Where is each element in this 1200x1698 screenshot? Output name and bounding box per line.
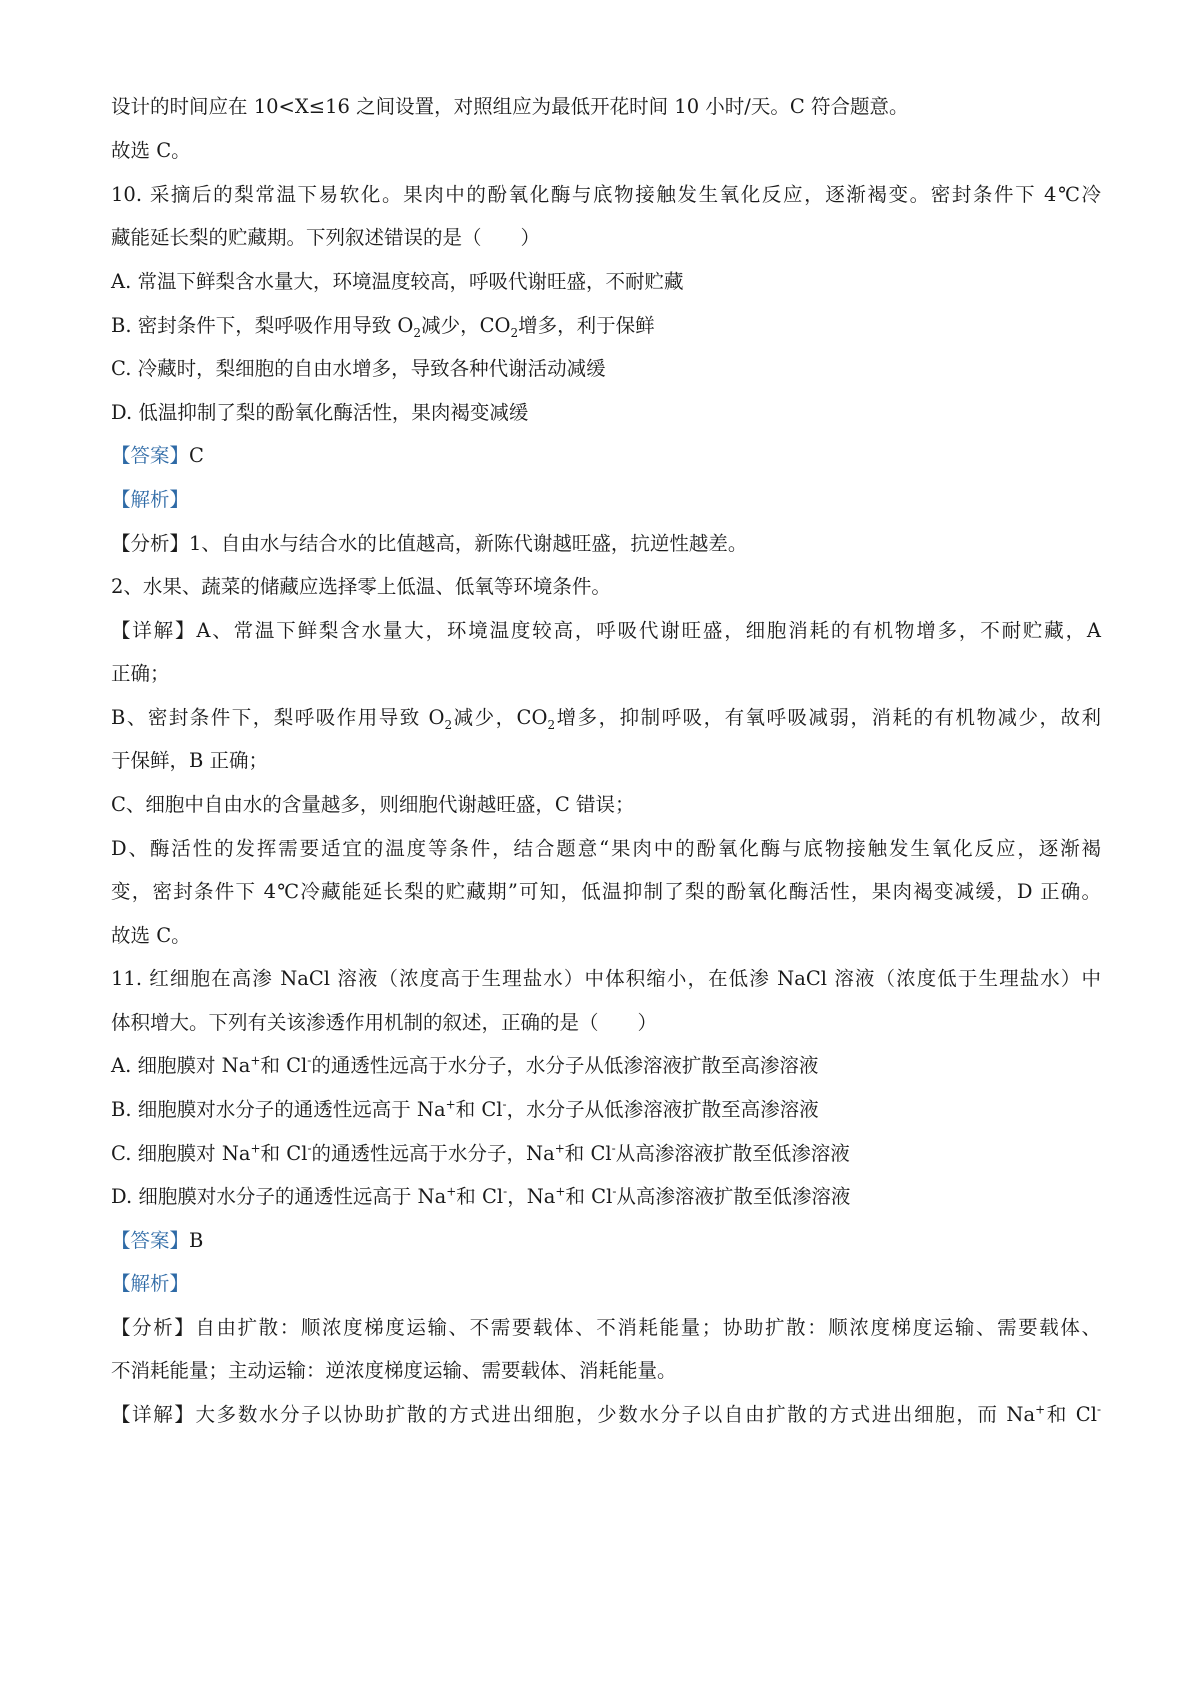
text-line: 故选 C。	[111, 139, 191, 162]
analysis-line: 【分析】1、自由水与结合水的比值越高，新陈代谢越旺盛，抗逆性越差。	[111, 532, 748, 555]
analysis-line: 不消耗能量；主动运输：逆浓度梯度运输、需要载体、消耗能量。	[111, 1359, 677, 1382]
option-d: D. 低温抑制了梨的酚氧化酶活性，果肉褐变减缓	[111, 401, 529, 424]
analysis-heading: 【解析】	[111, 488, 190, 511]
detail-line: 变，密封条件下 4℃冷藏能延长梨的贮藏期”可知，低温抑制了梨的酚氧化酶活性，果肉褐变减缓，D 正确。	[111, 880, 1101, 903]
detail-line: 【详解】大多数水分子以协助扩散的方式进出细胞，少数水分子以自由扩散的方式进出细胞，而 Na+和 Cl-	[111, 1402, 1102, 1426]
text-line: 故选 C。	[111, 924, 191, 947]
question-10-stem-cont: 藏能延长梨的贮藏期。下列叙述错误的是（ ）	[111, 226, 541, 249]
option-c: C. 细胞膜对 Na+和 Cl-的通透性远高于水分子，Na+和 Cl-从高渗溶液扩散至低渗溶液	[111, 1141, 850, 1165]
question-10-stem: 10. 采摘后的梨常温下易软化。果肉中的酚氧化酶与底物接触发生氧化反应，逐渐褐变。密封条件下 4℃冷	[111, 183, 1101, 206]
detail-line: B、密封条件下，梨呼吸作用导致 $O_2$减少，$CO_2$增多，抑制呼吸，有氧呼吸减弱，消耗的有机物减少，故利	[111, 706, 1101, 732]
option-a: A. 常温下鲜梨含水量大，环境温度较高，呼吸代谢旺盛，不耐贮藏	[111, 270, 684, 293]
answer-line: 【答案】C	[111, 444, 204, 467]
detail-line: 于保鲜，B 正确；	[111, 749, 269, 772]
analysis-heading: 【解析】	[111, 1272, 190, 1295]
option-c: C. 冷藏时，梨细胞的自由水增多，导致各种代谢活动减缓	[111, 357, 606, 380]
option-b: B. 密封条件下，梨呼吸作用导致 $O_2$减少，$CO_2$增多，利于保鲜	[111, 314, 655, 340]
detail-line: C、细胞中自由水的含量越多，则细胞代谢越旺盛，C 错误；	[111, 793, 635, 816]
question-11-stem-cont: 体积增大。下列有关该渗透作用机制的叙述，正确的是（ ）	[111, 1011, 658, 1034]
detail-line: 【详解】A、常温下鲜梨含水量大，环境温度较高，呼吸代谢旺盛，细胞消耗的有机物增多，不耐贮藏，A	[111, 619, 1101, 642]
analysis-line: 2、水果、蔬菜的储藏应选择零上低温、低氧等环境条件。	[111, 575, 611, 598]
question-11-stem: 11. 红细胞在高渗 NaCl 溶液（浓度高于生理盐水）中体积缩小，在低渗 NaCl 溶液（浓度低于生理盐水）中	[111, 967, 1101, 990]
text-line: 设计的时间应在 10<X≤16 之间设置，对照组应为最低开花时间 10 小时/天。C 符合题意。	[111, 95, 909, 118]
answer-line: 【答案】B	[111, 1229, 204, 1252]
option-a: A. 细胞膜对 Na+和 Cl-的通透性远高于水分子，水分子从低渗溶液扩散至高渗溶液	[111, 1053, 819, 1077]
option-b: B. 细胞膜对水分子的通透性远高于 Na+和 Cl-，水分子从低渗溶液扩散至高渗溶液	[111, 1097, 819, 1121]
analysis-line: 【分析】自由扩散：顺浓度梯度运输、不需要载体、不消耗能量；协助扩散：顺浓度梯度运输、需要载体、	[111, 1316, 1101, 1339]
detail-line: 正确；	[111, 662, 170, 685]
detail-line: D、酶活性的发挥需要适宜的温度等条件，结合题意“果肉中的酚氧化酶与底物接触发生氧化反应，逐渐褐	[111, 837, 1101, 860]
option-d: D. 细胞膜对水分子的通透性远高于 Na+和 Cl-，Na+和 Cl-从高渗溶液扩散至低渗溶液	[111, 1184, 851, 1208]
